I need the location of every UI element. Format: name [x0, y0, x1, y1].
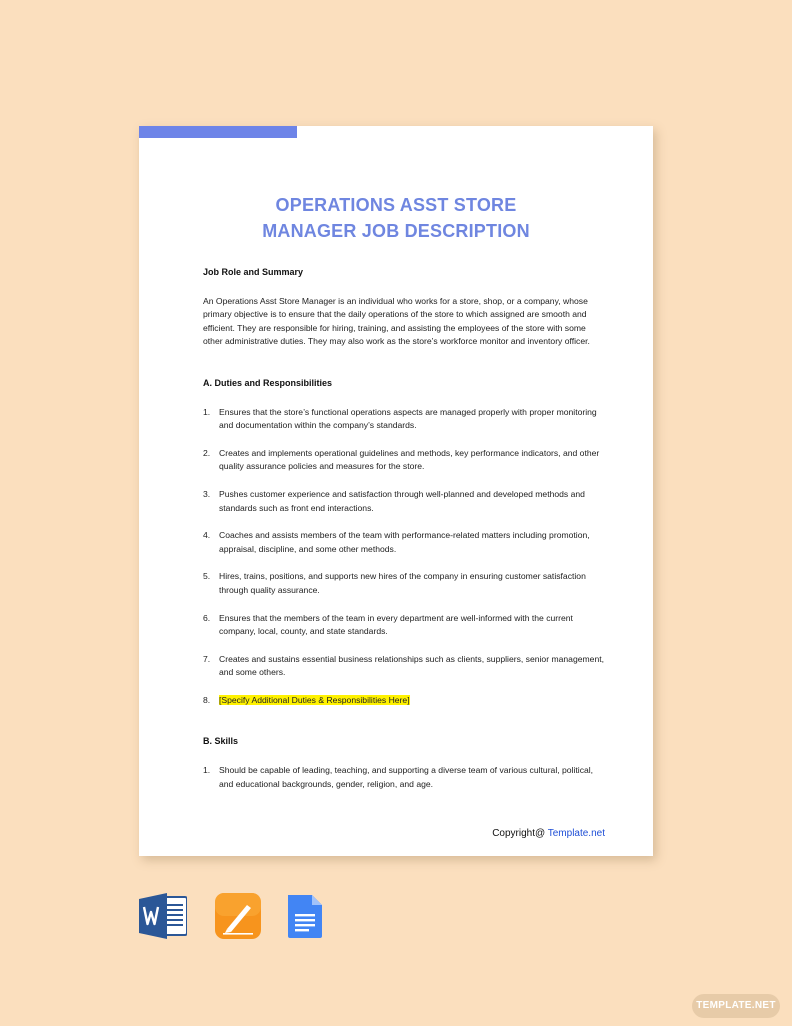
- document-body: [203, 266, 607, 791]
- duty-text: Creates and implements operational guidelines and methods, key performance indicators, and other quality assurance policies and measures for the store.: [219, 447, 600, 472]
- duty-number: 3.: [203, 488, 211, 499]
- duty-text: Ensures that the members of the team in every department are well-informed with the current company, local, county, and state standards.: [219, 612, 573, 637]
- duty-item: [203, 694, 607, 708]
- document-page: [139, 126, 653, 856]
- pages-icon[interactable]: [214, 893, 262, 939]
- duty-number: 7.: [203, 653, 211, 664]
- duty-item: [203, 653, 607, 680]
- duty-text: Pushes customer experience and satisfaction through well-planned and developed methods and standards such as front end interactions.: [219, 488, 585, 513]
- copyright-line: [492, 828, 605, 839]
- title-line-1: OPERATIONS ASST STORE: [275, 195, 517, 215]
- duty-number: 8.: [203, 694, 211, 705]
- duty-item: [203, 570, 607, 597]
- skills-list: [203, 764, 607, 791]
- duty-text: Ensures that the store’s functional operations aspects are managed properly with proper monitoring and documentation within the company’s standards.: [219, 406, 597, 431]
- skill-item: [203, 764, 607, 791]
- skill-number: 1.: [203, 765, 211, 776]
- page-accent-bar: [139, 126, 297, 138]
- skill-text: Should be capable of leading, teaching, and supporting a diverse team of various cultural, political, and educational backgrounds, gender, religion, and age.: [219, 765, 594, 789]
- duty-number: 4.: [203, 530, 211, 541]
- duty-text: Coaches and assists members of the team with performance-related matters including promotion, appraisal, discipline, and some other methods.: [219, 530, 590, 554]
- skills-heading: B. Skills: [203, 736, 239, 747]
- duty-item: [203, 529, 607, 556]
- duties-list: [203, 406, 607, 708]
- duty-text: Hires, trains, positions, and supports new hires of the company in ensuring customer satisfaction through quality assurance.: [219, 571, 586, 595]
- document-title: [139, 192, 653, 244]
- duty-number: 5.: [203, 571, 211, 582]
- word-icon[interactable]: [139, 893, 187, 939]
- title-line-2: MANAGER JOB DESCRIPTION: [262, 221, 530, 241]
- copyright-link[interactable]: Template.net: [547, 828, 605, 839]
- duty-item: [203, 488, 607, 515]
- duty-item: [203, 447, 607, 474]
- duty-item: [203, 406, 607, 433]
- duty-text: Creates and sustains essential business relationships such as clients, suppliers, senior management, and some others.: [219, 653, 605, 678]
- copyright-prefix: Copyright@: [492, 828, 548, 839]
- template-net-watermark: TEMPLATE.NET: [692, 994, 780, 1018]
- duty-number: 2.: [203, 447, 211, 458]
- duties-heading: A. Duties and Responsibilities: [203, 377, 333, 388]
- duty-number: 6.: [203, 612, 211, 623]
- google-docs-icon[interactable]: [282, 893, 330, 939]
- duty-placeholder-highlight: [Specify Additional Duties & Responsibilities Here]: [219, 694, 410, 705]
- duty-number: 1.: [203, 406, 211, 417]
- summary-paragraph: An Operations Asst Store Manager is an individual who works for a store, shop, or a company, whose primary objective is to ensure that the daily operations of the store to which assigned are smooth and efficient. They are responsible for hiring, training, and assisting the employees of the store with some other administrative duties. They may also work as the store’s workforce monitor and inventory officer.: [203, 295, 590, 347]
- duty-item: [203, 612, 607, 639]
- summary-heading: Job Role and Summary: [203, 267, 304, 277]
